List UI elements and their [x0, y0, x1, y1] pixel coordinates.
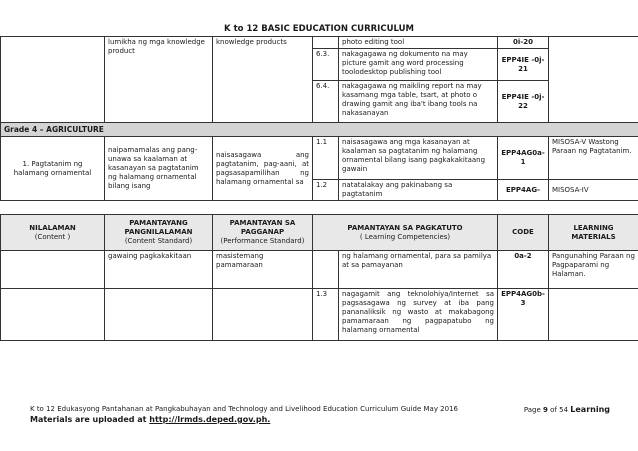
content-standard-cell: gawaing pagkakakitaan: [105, 251, 213, 289]
header-content-label: NILALAMAN: [29, 223, 76, 232]
footer-page-of: of 54: [550, 406, 569, 414]
footer-materials-prefix: Materials are uploaded at: [30, 415, 147, 424]
content-cell: [1, 251, 105, 289]
content-cell: [1, 37, 105, 123]
content-cell: 1. Pagtatanim ng halamang ornamental: [1, 137, 105, 201]
header-performance-standard: [213, 215, 313, 251]
code-cell: 0a-2: [498, 251, 549, 289]
item-number: 1.2: [313, 180, 339, 201]
code-cell: EPP4IE -0j-21: [498, 49, 549, 81]
performance-standard-cell: knowledge products: [213, 37, 313, 123]
materials-cell: MISOSA-V Wastong Paraan ng Pagtatanim.: [549, 137, 638, 180]
code-cell: EPP4IE -0j-22: [498, 81, 549, 123]
footer-line: [30, 405, 610, 413]
content-standard-cell: [105, 289, 213, 341]
materials-cell: Pangunahing Paraan ng Pagpaparami ng Halaman.: [549, 251, 638, 289]
footer-learning-word: Learning: [570, 405, 610, 414]
performance-standard-cell: masistemang pamamaraan: [213, 251, 313, 289]
code-cell: EPP4AG-: [498, 180, 549, 201]
item-number: 6.3.: [313, 49, 339, 81]
competency-cell: ng halamang ornamental, para sa pamilya at sa pamayanan: [339, 251, 498, 289]
table-row: [1, 37, 638, 49]
code-cell: 0i-20: [498, 37, 549, 49]
competency-cell: photo editing tool: [339, 37, 498, 49]
item-number: 1.1: [313, 137, 339, 180]
header-content-standard: [105, 215, 213, 251]
header-content-standard-label: PAMANTAYANG PANGNILALAMAN: [124, 219, 193, 236]
header-performance-standard-sub: (Performance Standard): [220, 237, 305, 245]
header-row: [1, 215, 638, 251]
curriculum-table-top: [0, 36, 638, 201]
header-code: CODE: [498, 215, 549, 251]
header-content-sub: (Content ): [34, 232, 71, 241]
footer-guide-title: K to 12 Edukasyong Pantahanan at Pangkabuhayan and Technology and Livelihood Education Curriculum Guide May 2016: [30, 405, 458, 413]
item-number: 1.3: [313, 289, 339, 341]
header-content: [1, 215, 105, 251]
materials-cell: [549, 289, 638, 341]
header-competency-sub: ( Learning Competencies): [359, 232, 451, 241]
lrmds-link[interactable]: http://lrmds.deped.gov.ph.: [149, 415, 271, 424]
competency-cell: natatalakay ang pakinabang sa pagtatanim: [339, 180, 498, 201]
header-performance-standard-label: PAMANTAYAN SA PAGGANAP: [229, 219, 296, 236]
performance-standard-cell: [213, 289, 313, 341]
footer-page-info: [524, 405, 610, 414]
header-materials: LEARNING MATERIALS: [549, 215, 638, 251]
competency-cell: naisasagawa ang mga kasanayan at kaalaman sa pagtatanim ng halamang ornamental bilang isang pagkakakitaang gawain: [339, 137, 498, 180]
content-standard-cell: naipamamalas ang pang-unawa sa kaalaman at kasanayan sa pagtatanim ng halamang ornamental bilang isang: [105, 137, 213, 201]
table-row: [1, 137, 638, 180]
item-number: 6.4.: [313, 81, 339, 123]
table-row: [1, 289, 638, 341]
header-competency-label: PAMANTAYAN SA PAGKATUTO: [347, 223, 463, 232]
competency-cell: nagagamit ang teknolohiya/Internet sa pagsasagawa ng survey at iba pang pananaliksik ng wasto at makabagong pamamaraan ng pagpapatubo ng halamang ornamental: [339, 289, 498, 341]
performance-standard-cell: naisasagawa ang pagtatanim, pag-aani, at pagsasapamilihan ng halamang ornamental sa: [213, 137, 313, 201]
section-row: [1, 123, 638, 137]
footer-page-number: 9: [543, 406, 548, 414]
table-row: [1, 251, 638, 289]
header-competency: [313, 215, 498, 251]
content-cell: [1, 289, 105, 341]
item-number: [313, 37, 339, 49]
curriculum-table-bottom: [0, 214, 638, 341]
materials-cell: [549, 37, 638, 123]
item-number: [313, 251, 339, 289]
content-standard-cell: lumikha ng mga knowledge product: [105, 37, 213, 123]
footer-materials-line: [30, 415, 270, 424]
page-header-title: K to 12 BASIC EDUCATION CURRICULUM: [224, 24, 414, 34]
header-content-standard-sub: (Content Standard): [124, 237, 193, 245]
code-cell: EPP4AG0b-3: [498, 289, 549, 341]
materials-cell: MISOSA-IV: [549, 180, 638, 201]
code-cell: EPP4AG0a-1: [498, 137, 549, 180]
footer-page-prefix: Page: [523, 406, 541, 414]
section-title: Grade 4 – AGRICULTURE: [1, 123, 638, 137]
competency-cell: nakagagawa ng dokumento na may picture gamit ang word processing toolodesktop publishing tool: [339, 49, 498, 81]
competency-cell: nakagagawa ng maikling report na may kasamang mga table, tsart, at photo o drawing gamit ang iba't ibang tools na nakasanayan: [339, 81, 498, 123]
